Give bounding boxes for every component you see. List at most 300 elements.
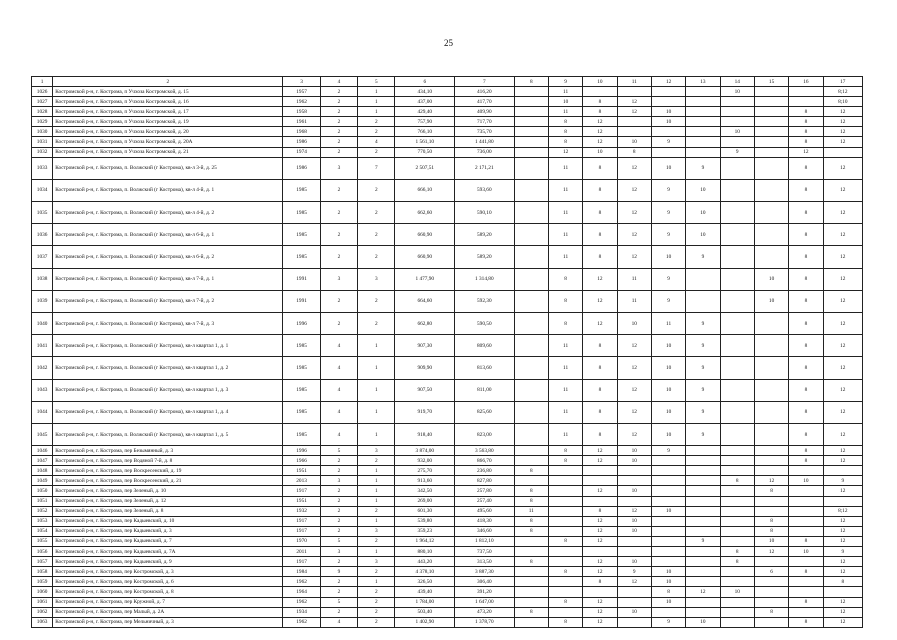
table-cell: 1957 (283, 87, 320, 97)
table-cell: 8 (789, 312, 823, 334)
row-number-cell: 1026 (32, 87, 53, 97)
column-header: 15 (754, 77, 788, 87)
table-cell: 1991 (283, 290, 320, 312)
table-cell (514, 87, 548, 97)
table-cell: 10 (754, 268, 788, 290)
table-cell: 8 (720, 476, 754, 486)
table-cell (514, 312, 548, 334)
table-cell: 1 964,12 (395, 536, 455, 546)
table-cell (686, 268, 720, 290)
table-cell: 8 (789, 401, 823, 423)
table-cell: 2 (320, 496, 357, 506)
column-header: 11 (617, 77, 651, 87)
table-cell (789, 97, 823, 107)
table-cell: 8 (789, 597, 823, 607)
table-cell: 10 (583, 147, 617, 157)
table-cell: 11 (548, 379, 582, 401)
table-cell: 275,70 (395, 466, 455, 476)
row-number-cell: 1027 (32, 97, 53, 107)
table-cell: 1 (358, 379, 395, 401)
row-number-cell: 1062 (32, 607, 53, 617)
table-row (32, 577, 863, 587)
table-cell: 9 (686, 423, 720, 445)
table-cell: 9 (686, 157, 720, 179)
table-cell: 8 (789, 446, 823, 456)
table-cell: 2 (320, 107, 357, 117)
table-cell: 1984 (283, 567, 320, 577)
address-cell: Костромской р-н, г. Кострома, п. Волжский (г Кострома), кв-л 4-й, д. 1 (53, 179, 283, 201)
table-cell (514, 536, 548, 546)
table-cell: 12 (823, 557, 862, 567)
table-cell (514, 117, 548, 127)
table-cell: 12 (823, 379, 862, 401)
table-cell: 919,70 (395, 401, 455, 423)
table-row (32, 335, 863, 357)
table-cell: 10 (651, 335, 685, 357)
table-cell (686, 557, 720, 567)
table-cell: 8 (583, 379, 617, 401)
table-cell (720, 526, 754, 536)
table-cell: 8 (789, 268, 823, 290)
table-row (32, 157, 863, 179)
table-cell: 8 (548, 567, 582, 577)
table-cell: 2 (358, 117, 395, 127)
address-cell: Костромской р-н, г. Кострома, пер Кружной, д. 7 (53, 597, 283, 607)
table-cell: 12 (583, 526, 617, 536)
table-cell: 2 (320, 202, 357, 224)
table-cell: 1 (358, 335, 395, 357)
table-cell: 8 (789, 117, 823, 127)
table-cell (720, 597, 754, 607)
table-cell (754, 179, 788, 201)
table-cell (789, 607, 823, 617)
table-cell: 11 (548, 107, 582, 117)
row-number-cell: 1049 (32, 476, 53, 486)
table-cell: 12 (583, 486, 617, 496)
table-cell (548, 466, 582, 476)
table-cell: 11 (548, 202, 582, 224)
table-cell: 8 (548, 536, 582, 546)
table-cell: 12 (617, 423, 651, 445)
table-cell: 907,50 (395, 379, 455, 401)
table-cell (514, 137, 548, 147)
table-cell: 1 (358, 476, 395, 486)
table-cell: 10 (651, 117, 685, 127)
table-cell: 8;10 (823, 97, 862, 107)
table-cell: 12 (823, 246, 862, 268)
table-cell: 12 (823, 526, 862, 536)
table-cell: 8 (789, 379, 823, 401)
table-cell: 12 (754, 547, 788, 557)
table-cell: 12 (823, 117, 862, 127)
table-cell: 2013 (283, 476, 320, 486)
table-cell (548, 587, 582, 597)
table-cell: 9 (686, 335, 720, 357)
table-cell: 3 (358, 268, 395, 290)
table-cell: 4 (320, 401, 357, 423)
table-cell (789, 466, 823, 476)
table-cell: 2 (320, 557, 357, 567)
table-cell: 766,10 (395, 127, 455, 137)
table-cell (514, 446, 548, 456)
table-cell: 12 (823, 446, 862, 456)
table-cell: 9 (651, 617, 685, 627)
table-cell: 12 (823, 607, 862, 617)
table-cell: 2 (320, 577, 357, 587)
table-cell (720, 137, 754, 147)
table-cell: 306,40 (455, 577, 515, 587)
table-cell: 1961 (283, 117, 320, 127)
table-cell (754, 202, 788, 224)
table-cell (583, 547, 617, 557)
table-cell (789, 557, 823, 567)
table-cell: 359,23 (395, 526, 455, 536)
table-cell: 8 (583, 577, 617, 587)
table-cell (686, 496, 720, 506)
table-cell: 495,60 (455, 506, 515, 516)
table-cell (617, 117, 651, 127)
table-cell: 1 314,80 (455, 268, 515, 290)
table-cell: 12 (823, 107, 862, 117)
table-cell: 1986 (283, 137, 320, 147)
table-cell (789, 87, 823, 97)
row-number-cell: 1041 (32, 335, 53, 357)
table-cell (651, 557, 685, 567)
row-number-cell: 1055 (32, 536, 53, 546)
column-header: 7 (455, 77, 515, 87)
table-cell (720, 290, 754, 312)
table-cell: 813,60 (455, 357, 515, 379)
address-cell: Костромской р-н, г. Кострома, п Учхоза Костромской, д. 19 (53, 117, 283, 127)
table-cell: 9 (823, 547, 862, 557)
table-cell: 2011 (283, 547, 320, 557)
table-cell: 5 (320, 536, 357, 546)
table-row (32, 526, 863, 536)
table-cell: 8 (789, 536, 823, 546)
table-cell (514, 597, 548, 607)
table-cell: 11 (548, 87, 582, 97)
row-number-cell: 1060 (32, 587, 53, 597)
table-cell: 1962 (283, 597, 320, 607)
table-cell: 8 (651, 587, 685, 597)
table-cell: 1 (358, 466, 395, 476)
table-row (32, 506, 863, 516)
table-cell: 12 (583, 567, 617, 577)
page-number: 25 (444, 38, 453, 48)
row-number-cell: 1028 (32, 107, 53, 117)
table-cell: 1966 (283, 456, 320, 466)
table-cell: 11 (548, 224, 582, 246)
table-cell: 1962 (283, 617, 320, 627)
table-cell (686, 526, 720, 536)
table-cell: 12 (583, 607, 617, 617)
table-cell: 9 (320, 567, 357, 577)
table-cell (651, 536, 685, 546)
table-cell: 2 (358, 597, 395, 607)
table-cell: 590,10 (455, 202, 515, 224)
table-cell: 1917 (283, 557, 320, 567)
table-cell: 880,10 (395, 547, 455, 557)
table-cell: 9 (651, 224, 685, 246)
table-cell: 12 (823, 516, 862, 526)
row-number-cell: 1061 (32, 597, 53, 607)
table-cell (651, 87, 685, 97)
table-cell: 12 (617, 577, 651, 587)
table-cell (686, 567, 720, 577)
table-cell: 11 (617, 290, 651, 312)
table-row (32, 476, 863, 486)
table-cell: 10 (651, 577, 685, 587)
table-cell: 8 (514, 516, 548, 526)
table-cell: 9 (686, 536, 720, 546)
table-cell: 8 (583, 179, 617, 201)
address-cell: Костромской р-н, г. Кострома, пер Воскресенский, д. 21 (53, 476, 283, 486)
table-cell: 8 (789, 290, 823, 312)
table-cell: 10 (754, 290, 788, 312)
address-cell: Костромской р-н, г. Кострома, пер Кадыевский, д. 7А (53, 547, 283, 557)
table-cell (548, 516, 582, 526)
table-cell: 1 784,00 (395, 597, 455, 607)
table-cell (720, 97, 754, 107)
table-cell: 11 (651, 312, 685, 334)
table-row (32, 312, 863, 334)
table-cell: 539,80 (395, 516, 455, 526)
table-row (32, 87, 863, 97)
address-cell: Костромской р-н, г. Кострома, п Учхоза Костромской, д. 20А (53, 137, 283, 147)
table-cell: 1917 (283, 486, 320, 496)
table-cell: 12 (823, 401, 862, 423)
table-cell: 2 (358, 456, 395, 466)
row-number-cell: 1034 (32, 179, 53, 201)
table-cell: 429,40 (395, 107, 455, 117)
table-header-row (32, 77, 863, 87)
table-cell: 12 (823, 357, 862, 379)
table-cell: 8 (754, 607, 788, 617)
table-cell: 1991 (283, 268, 320, 290)
table-row (32, 597, 863, 607)
table-cell (514, 587, 548, 597)
table-cell (754, 379, 788, 401)
table-cell: 1974 (283, 147, 320, 157)
table-cell: 8 (514, 557, 548, 567)
table-cell: 601,30 (395, 506, 455, 516)
table-cell: 8 (617, 147, 651, 157)
table-cell: 3 (320, 268, 357, 290)
table-cell: 10 (651, 107, 685, 117)
table-cell: 12 (617, 97, 651, 107)
table-cell: 12 (583, 456, 617, 466)
table-cell (686, 466, 720, 476)
table-cell: 3 887,30 (455, 567, 515, 577)
table-cell: 10 (720, 87, 754, 97)
table-cell (514, 456, 548, 466)
table-cell (651, 97, 685, 107)
table-cell: 12 (583, 137, 617, 147)
column-header: 16 (789, 77, 823, 87)
row-number-cell: 1036 (32, 224, 53, 246)
table-cell (548, 577, 582, 587)
table-cell (548, 496, 582, 506)
table-cell: 409,90 (455, 107, 515, 117)
table-cell: 7 (358, 157, 395, 179)
table-cell: 2 507,51 (395, 157, 455, 179)
column-header: 1 (32, 77, 53, 87)
table-cell: 4 (320, 357, 357, 379)
address-cell: Костромской р-н, г. Кострома, п. Волжский (г Кострома), кв-л 7-й, д. 3 (53, 312, 283, 334)
table-cell: 2 (320, 526, 357, 536)
table-cell: 932,00 (395, 456, 455, 466)
row-number-cell: 1037 (32, 246, 53, 268)
table-cell: 11 (548, 335, 582, 357)
table-cell: 12 (686, 587, 720, 597)
address-cell: Костромской р-н, г. Кострома, пер Зеленый, д. 12 (53, 496, 283, 506)
table-cell: 8 (548, 617, 582, 627)
table-cell: 9 (823, 476, 862, 486)
table-cell: 1970 (283, 536, 320, 546)
table-cell (651, 496, 685, 506)
table-cell: 12 (823, 617, 862, 627)
table-cell: 418,30 (455, 516, 515, 526)
table-cell: 9 (720, 147, 754, 157)
table-cell: 3 (358, 446, 395, 456)
row-number-cell: 1053 (32, 516, 53, 526)
table-cell: 10 (617, 446, 651, 456)
table-cell: 1932 (283, 506, 320, 516)
table-cell: 12 (823, 597, 862, 607)
table-cell: 8 (789, 617, 823, 627)
table-cell (789, 577, 823, 587)
table-row (32, 557, 863, 567)
table-cell (754, 506, 788, 516)
table-cell: 1917 (283, 516, 320, 526)
address-cell: Костромской р-н, г. Кострома, пер Мельничный, д. 3 (53, 617, 283, 627)
table-cell: 416,20 (455, 87, 515, 97)
table-row (32, 567, 863, 577)
column-header: 3 (283, 77, 320, 87)
table-cell: 1985 (283, 202, 320, 224)
table-cell (686, 97, 720, 107)
table-cell (686, 456, 720, 466)
table-cell: 8 (583, 246, 617, 268)
table-cell: 5 (320, 597, 357, 607)
table-cell: 12 (617, 157, 651, 179)
table-cell (514, 335, 548, 357)
table-cell (514, 268, 548, 290)
table-cell: 913,60 (395, 476, 455, 486)
table-cell (514, 423, 548, 445)
table-cell: 1 (358, 486, 395, 496)
address-cell: Костромской р-н, г. Кострома, пер Зеленый, д. 8 (53, 506, 283, 516)
table-cell: 12 (823, 423, 862, 445)
table-cell: 1968 (283, 127, 320, 137)
table-cell: 8 (583, 202, 617, 224)
table-cell: 4 (358, 137, 395, 147)
table-cell: 9 (686, 246, 720, 268)
table-cell: 1 (358, 357, 395, 379)
table-cell (583, 476, 617, 486)
table-cell: 825,60 (455, 401, 515, 423)
table-cell: 9 (651, 137, 685, 147)
table-cell: 8 (789, 456, 823, 466)
column-header: 8 (514, 77, 548, 87)
table-cell (686, 486, 720, 496)
table-cell: 12 (617, 379, 651, 401)
table-cell (720, 379, 754, 401)
table-cell: 1985 (283, 335, 320, 357)
row-number-cell: 1058 (32, 567, 53, 577)
table-cell: 8 (754, 516, 788, 526)
table-cell (754, 446, 788, 456)
row-number-cell: 1054 (32, 526, 53, 536)
table-cell: 12 (617, 506, 651, 516)
table-cell: 5 (320, 446, 357, 456)
table-cell: 8 (514, 466, 548, 476)
table-cell: 4 378,10 (395, 567, 455, 577)
table-cell (823, 466, 862, 476)
row-number-cell: 1030 (32, 127, 53, 137)
table-cell: 4 (320, 379, 357, 401)
table-row (32, 246, 863, 268)
table-cell (720, 246, 754, 268)
table-cell: 589,20 (455, 246, 515, 268)
table-cell (514, 179, 548, 201)
column-header: 5 (358, 77, 395, 87)
table-cell (617, 496, 651, 506)
housing-register-table (31, 76, 863, 628)
table-cell (754, 401, 788, 423)
table-cell (514, 476, 548, 486)
table-cell: 1985 (283, 246, 320, 268)
table-cell (823, 496, 862, 506)
row-number-cell: 1056 (32, 547, 53, 557)
table-cell: 866,70 (455, 456, 515, 466)
table-cell (514, 97, 548, 107)
table-cell: 11 (548, 157, 582, 179)
table-cell (514, 202, 548, 224)
table-cell (823, 587, 862, 597)
table-cell: 9 (651, 446, 685, 456)
table-cell (651, 526, 685, 536)
table-cell: 12 (789, 147, 823, 157)
address-cell: Костромской р-н, г. Кострома, п Учхоза Костромской, д. 17 (53, 107, 283, 117)
table-cell: 2 (358, 127, 395, 137)
table-cell (548, 547, 582, 557)
table-cell (754, 157, 788, 179)
table-cell: 11 (617, 268, 651, 290)
table-cell (617, 587, 651, 597)
table-cell: 8 (548, 446, 582, 456)
table-cell (754, 87, 788, 97)
table-cell: 660,90 (395, 224, 455, 246)
row-number-cell: 1029 (32, 117, 53, 127)
table-cell (720, 607, 754, 617)
table-row (32, 147, 863, 157)
table-cell (686, 290, 720, 312)
table-cell: 918,40 (395, 423, 455, 445)
table-cell (514, 617, 548, 627)
table-cell: 12 (823, 179, 862, 201)
table-cell: 8 (514, 486, 548, 496)
column-header: 10 (583, 77, 617, 87)
table-cell (514, 107, 548, 117)
table-cell: 8 (754, 526, 788, 536)
table-cell: 811,00 (455, 379, 515, 401)
table-cell: 9 (686, 312, 720, 334)
column-header: 9 (548, 77, 582, 87)
table-cell: 907,30 (395, 335, 455, 357)
table-cell: 10 (617, 607, 651, 617)
table-row (32, 516, 863, 526)
